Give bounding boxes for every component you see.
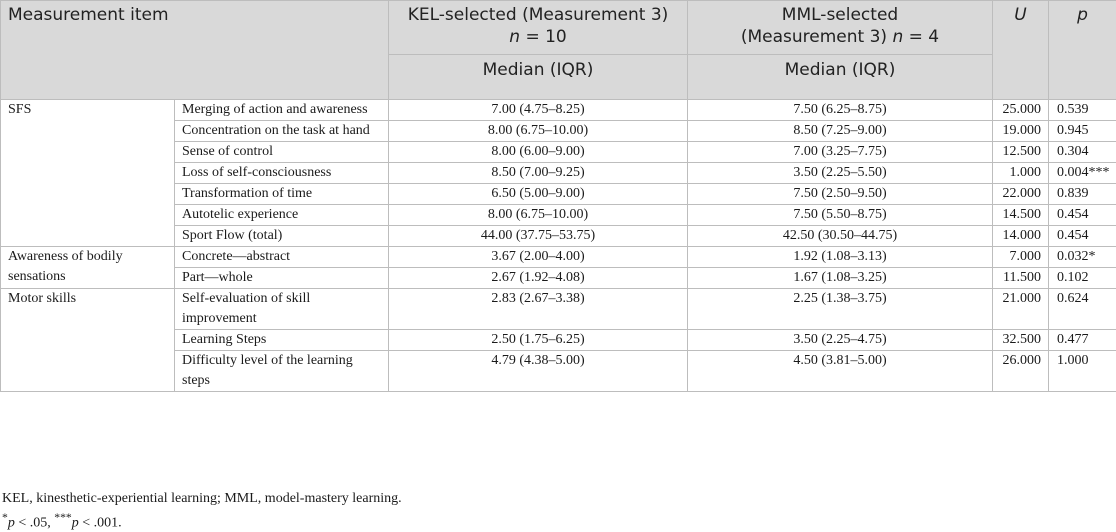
- mml-median-cell: 3.50 (2.25–5.50): [688, 163, 993, 184]
- item-cell: Concrete—abstract: [175, 247, 389, 268]
- header-kel-n-label: n: [509, 27, 520, 47]
- mml-median-cell: 1.67 (1.08–3.25): [688, 268, 993, 289]
- header-mml-n-label: n: [892, 27, 903, 47]
- mml-median-cell: 8.50 (7.25–9.00): [688, 121, 993, 142]
- header-mml-median: Median (IQR): [688, 55, 993, 100]
- mml-median-cell: 7.50 (6.25–8.75): [688, 100, 993, 121]
- table-row: [1, 247, 1116, 268]
- p-value-cell: 0.004***: [1049, 163, 1116, 184]
- u-value-cell: 22.000: [993, 184, 1049, 205]
- kel-median-cell: 44.00 (37.75–53.75): [389, 226, 688, 247]
- footnote-text-1: < .05,: [15, 516, 54, 531]
- header-u: U: [993, 1, 1049, 100]
- mml-median-cell: 42.50 (30.50–44.75): [688, 226, 993, 247]
- p-value-cell: 0.032*: [1049, 247, 1116, 268]
- p-value-cell: 0.945: [1049, 121, 1116, 142]
- u-value-cell: 32.500: [993, 330, 1049, 351]
- p-value-cell: 0.454: [1049, 226, 1116, 247]
- header-mml: [688, 1, 993, 55]
- header-kel-n-value: = 10: [520, 27, 567, 47]
- kel-median-cell: 6.50 (5.00–9.00): [389, 184, 688, 205]
- kel-median-cell: 8.00 (6.75–10.00): [389, 121, 688, 142]
- kel-median-cell: 3.67 (2.00–4.00): [389, 247, 688, 268]
- mml-median-cell: 7.50 (2.50–9.50): [688, 184, 993, 205]
- kel-median-cell: 2.50 (1.75–6.25): [389, 330, 688, 351]
- table-row: [1, 100, 1116, 121]
- mml-median-cell: 1.92 (1.08–3.13): [688, 247, 993, 268]
- mml-median-cell: 7.00 (3.25–7.75): [688, 142, 993, 163]
- u-value-cell: 14.500: [993, 205, 1049, 226]
- item-cell: Transformation of time: [175, 184, 389, 205]
- item-cell: Difficulty level of the learning steps: [175, 351, 389, 392]
- header-mml-title: MML-selected: [782, 5, 898, 25]
- item-cell: Concentration on the task at hand: [175, 121, 389, 142]
- p-value-cell: 0.477: [1049, 330, 1116, 351]
- p-value-cell: 0.539: [1049, 100, 1116, 121]
- kel-median-cell: 8.00 (6.00–9.00): [389, 142, 688, 163]
- item-cell: Learning Steps: [175, 330, 389, 351]
- kel-median-cell: 8.00 (6.75–10.00): [389, 205, 688, 226]
- item-cell: Autotelic experience: [175, 205, 389, 226]
- kel-median-cell: 2.83 (2.67–3.38): [389, 289, 688, 330]
- item-cell: Loss of self-consciousness: [175, 163, 389, 184]
- item-cell: Self-evaluation of skill improvement: [175, 289, 389, 330]
- item-cell: Sport Flow (total): [175, 226, 389, 247]
- table-header: [1, 1, 1116, 100]
- u-value-cell: 26.000: [993, 351, 1049, 392]
- footnote-abbreviations: KEL, kinesthetic-experiential learning; MML, model-mastery learning.: [2, 491, 402, 507]
- footnote-text-2: < .001.: [79, 516, 122, 531]
- group-label: SFS: [1, 100, 175, 247]
- u-value-cell: 19.000: [993, 121, 1049, 142]
- kel-median-cell: 8.50 (7.00–9.25): [389, 163, 688, 184]
- mml-median-cell: 7.50 (5.50–8.75): [688, 205, 993, 226]
- footnote-p-2: p: [72, 516, 79, 531]
- group-label: Awareness of bodily sensations: [1, 247, 175, 289]
- header-measurement-item: Measurement item: [1, 1, 389, 100]
- footnote-star-1: *: [2, 511, 8, 524]
- p-value-cell: 0.102: [1049, 268, 1116, 289]
- item-cell: Sense of control: [175, 142, 389, 163]
- header-p: p: [1049, 1, 1116, 100]
- table-body: [1, 100, 1116, 392]
- footnote-star-3: ***: [54, 511, 71, 524]
- kel-median-cell: 4.79 (4.38–5.00): [389, 351, 688, 392]
- p-value-cell: 0.839: [1049, 184, 1116, 205]
- u-value-cell: 14.000: [993, 226, 1049, 247]
- item-cell: Merging of action and awareness: [175, 100, 389, 121]
- u-value-cell: 7.000: [993, 247, 1049, 268]
- footnote-p-1: p: [8, 516, 15, 531]
- header-mml-subtitle: (Measurement 3): [741, 27, 893, 47]
- p-value-cell: 0.624: [1049, 289, 1116, 330]
- header-kel: [389, 1, 688, 55]
- u-value-cell: 1.000: [993, 163, 1049, 184]
- p-value-cell: 0.304: [1049, 142, 1116, 163]
- mml-median-cell: 2.25 (1.38–3.75): [688, 289, 993, 330]
- header-kel-title: KEL-selected (Measurement 3): [408, 5, 669, 25]
- u-value-cell: 21.000: [993, 289, 1049, 330]
- u-value-cell: 11.500: [993, 268, 1049, 289]
- header-kel-median: Median (IQR): [389, 55, 688, 100]
- item-cell: Part—whole: [175, 268, 389, 289]
- p-value-cell: 0.454: [1049, 205, 1116, 226]
- header-mml-n-value: = 4: [903, 27, 939, 47]
- table-row: [1, 289, 1116, 330]
- kel-median-cell: 2.67 (1.92–4.08): [389, 268, 688, 289]
- footnote-significance: [2, 511, 122, 532]
- kel-median-cell: 7.00 (4.75–8.25): [389, 100, 688, 121]
- mml-median-cell: 3.50 (2.25–4.75): [688, 330, 993, 351]
- u-value-cell: 25.000: [993, 100, 1049, 121]
- mml-median-cell: 4.50 (3.81–5.00): [688, 351, 993, 392]
- group-label: Motor skills: [1, 289, 175, 392]
- u-value-cell: 12.500: [993, 142, 1049, 163]
- p-value-cell: 1.000: [1049, 351, 1116, 392]
